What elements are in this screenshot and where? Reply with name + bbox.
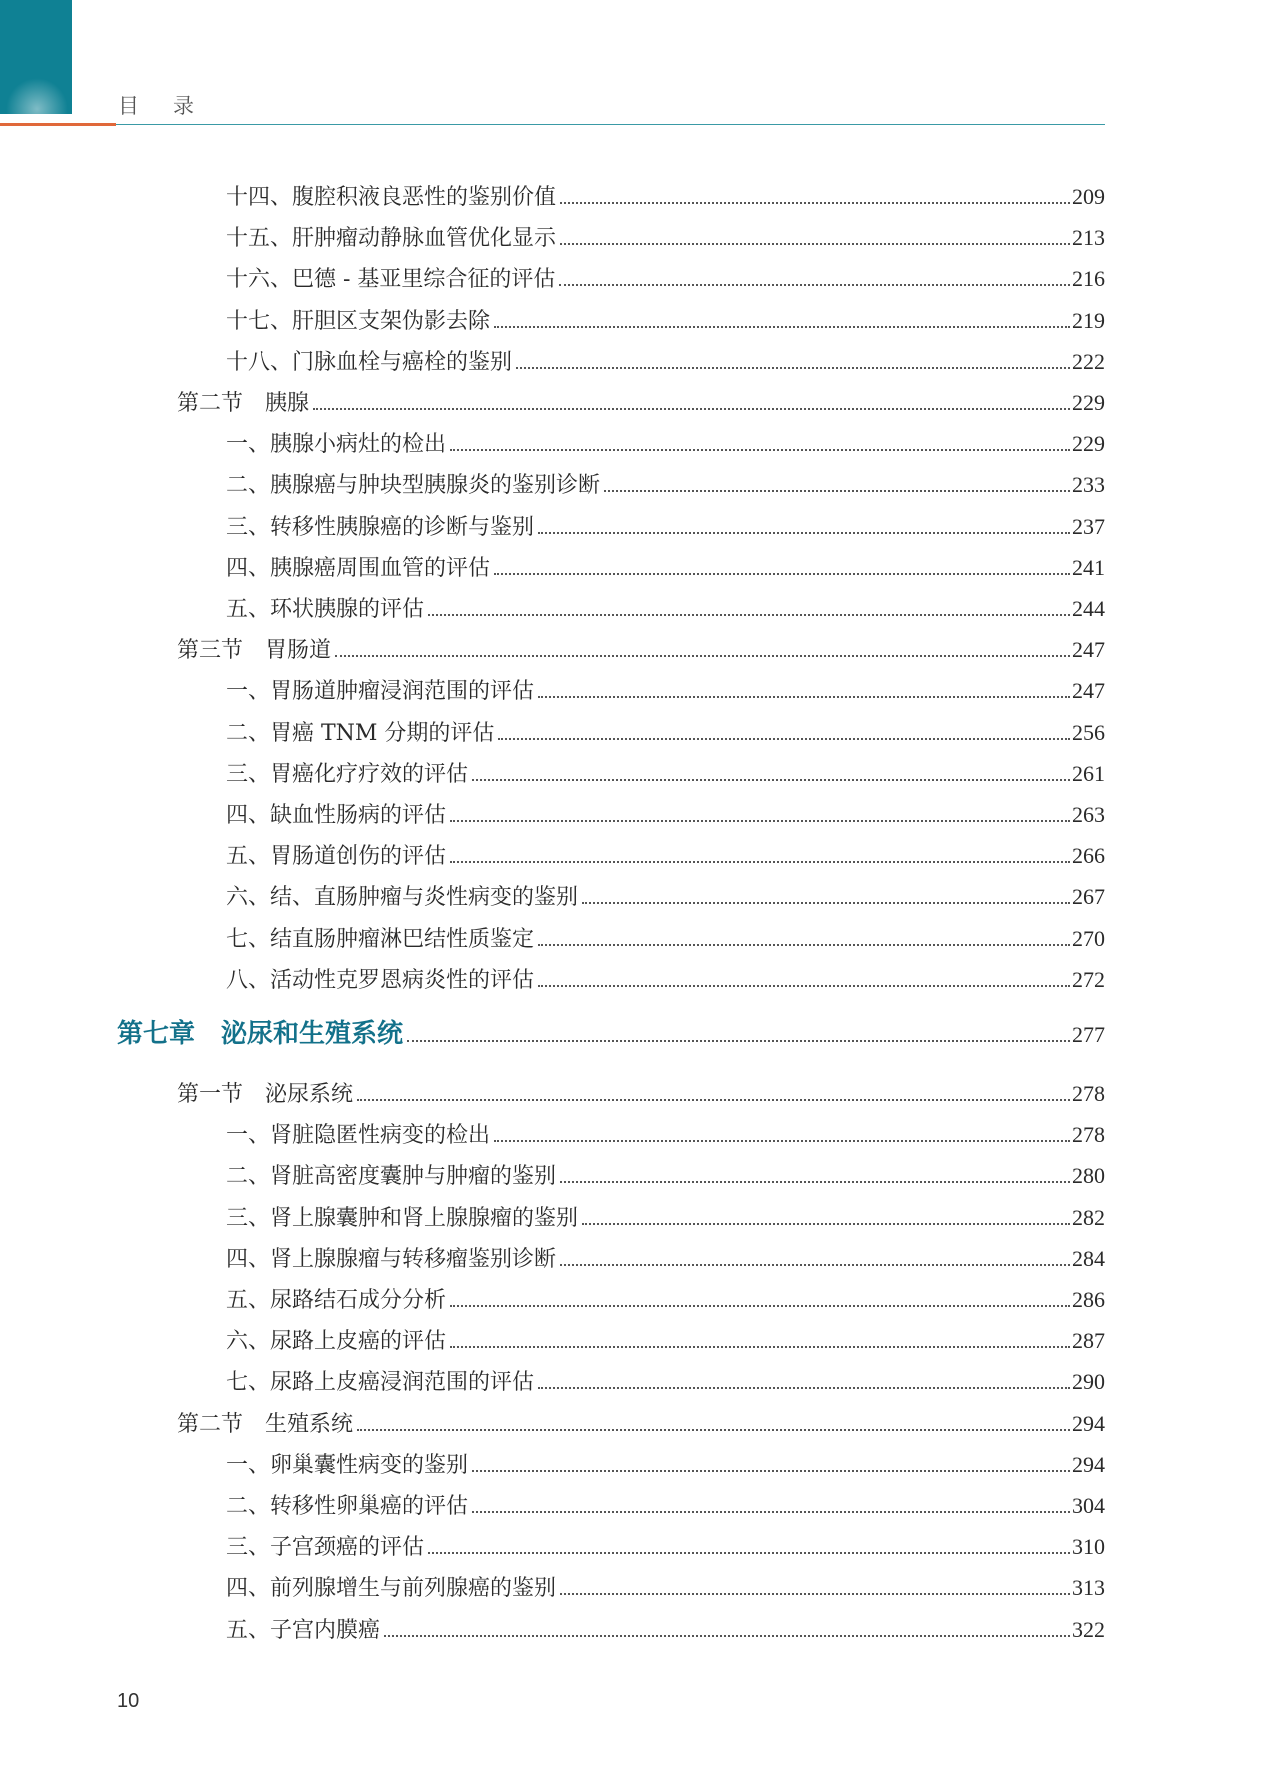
toc-entry-title: 二、胰腺癌与肿块型胰腺炎的鉴别诊断	[226, 473, 601, 499]
dot-leader	[335, 655, 1070, 657]
toc-entry-title: 二、肾脏高密度囊肿与肿瘤的鉴别	[226, 1164, 557, 1190]
page-header-title: 目录	[118, 94, 228, 118]
toc-entry-item[interactable]	[226, 1203, 1105, 1234]
header-decoration-block	[0, 0, 72, 114]
dot-leader	[559, 284, 1070, 286]
toc-entry-title: 三、胃癌化疗疗效的评估	[226, 761, 469, 787]
toc-entry-item[interactable]	[226, 182, 1105, 213]
toc-entry-page: 284	[1072, 1245, 1105, 1271]
toc-entry-page: 278	[1072, 1122, 1105, 1148]
dot-leader	[560, 243, 1070, 245]
toc-entry-title: 四、前列腺增生与前列腺癌的鉴别	[226, 1576, 557, 1602]
dot-leader	[357, 1099, 1070, 1101]
toc-entry-page: 280	[1072, 1163, 1105, 1189]
toc-entry-title: 第三节 胃肠道	[177, 638, 332, 664]
toc-entry-page: 241	[1072, 554, 1105, 580]
toc-entry-title: 四、缺血性肠病的评估	[226, 803, 447, 828]
toc-entry-page: 286	[1072, 1287, 1105, 1312]
toc-entry-page: 294	[1072, 1410, 1105, 1436]
toc-entry-item[interactable]	[226, 759, 1105, 790]
toc-entry-section[interactable]	[177, 1409, 1105, 1440]
dot-leader	[472, 1470, 1070, 1472]
toc-entry-page: 247	[1072, 678, 1105, 704]
toc-entry-page: 310	[1072, 1534, 1105, 1560]
toc-entry-title: 三、肾上腺囊肿和肾上腺腺瘤的鉴别	[226, 1205, 579, 1231]
toc-entry-title: 五、子宫内膜癌	[226, 1617, 381, 1643]
dot-leader	[472, 1511, 1070, 1513]
toc-entry-item[interactable]	[226, 1491, 1105, 1522]
toc-entry-page: 272	[1072, 966, 1105, 992]
dot-leader	[538, 696, 1070, 698]
toc-entry-title: 第二节 胰腺	[177, 391, 310, 416]
toc-entry-title: 二、转移性卵巢癌的评估	[226, 1494, 469, 1519]
dot-leader	[313, 408, 1070, 410]
dot-leader	[450, 449, 1070, 451]
toc-entry-section[interactable]	[177, 635, 1105, 666]
toc-entry-item[interactable]	[226, 264, 1105, 295]
dot-leader	[494, 1140, 1070, 1142]
header-accent-line	[0, 123, 116, 126]
toc-entry-title: 八、活动性克罗恩病炎性的评估	[226, 967, 535, 993]
toc-entry-item[interactable]	[226, 347, 1105, 378]
toc-entry-item[interactable]	[226, 882, 1105, 913]
toc-entry-title: 第一节 泌尿系统	[177, 1082, 354, 1107]
toc-entry-page: 229	[1072, 431, 1105, 457]
toc-entry-title: 七、结直肠肿瘤淋巴结性质鉴定	[226, 926, 535, 952]
toc-entry-page: 216	[1072, 266, 1105, 292]
toc-entry-item[interactable]	[226, 1285, 1105, 1316]
toc-entry-item[interactable]	[226, 470, 1105, 501]
toc-entry-page: 209	[1072, 184, 1105, 209]
toc-entry-title: 十八、门脉血栓与癌栓的鉴别	[226, 349, 513, 375]
toc-entry-item[interactable]	[226, 1615, 1105, 1646]
dot-leader	[357, 1429, 1070, 1431]
toc-entry-title: 第七章 泌尿和生殖系统	[117, 1019, 404, 1049]
toc-entry-page: 237	[1072, 513, 1105, 539]
dot-leader	[560, 202, 1070, 204]
toc-entry-page: 244	[1072, 596, 1105, 621]
toc-entry-page: 270	[1072, 925, 1105, 951]
toc-entry-item[interactable]	[226, 718, 1105, 749]
toc-entry-item[interactable]	[226, 965, 1105, 996]
toc-entry-page: 287	[1072, 1328, 1105, 1354]
dot-leader	[407, 1040, 1070, 1042]
toc-entry-page: 304	[1072, 1493, 1105, 1518]
toc-entry-title: 一、胃肠道肿瘤浸润范围的评估	[226, 679, 535, 705]
toc-entry-item[interactable]	[226, 553, 1105, 584]
dot-leader	[428, 1552, 1070, 1554]
toc-entry-item[interactable]	[226, 429, 1105, 460]
toc-entry-item[interactable]	[226, 1120, 1105, 1151]
dot-leader	[538, 532, 1070, 534]
toc-entry-title: 一、卵巢囊性病变的鉴别	[226, 1452, 469, 1478]
dot-leader	[384, 1635, 1070, 1637]
dot-leader	[516, 367, 1070, 369]
toc-entry-page: 282	[1072, 1204, 1105, 1230]
toc-entry-item[interactable]	[226, 1573, 1105, 1604]
toc-entry-title: 七、尿路上皮癌浸润范围的评估	[226, 1370, 535, 1396]
dot-leader	[538, 944, 1070, 946]
toc-entry-title: 十五、肝肿瘤动静脉血管优化显示	[226, 226, 557, 252]
toc-entry-item[interactable]	[226, 1450, 1105, 1481]
toc-entry-page: 219	[1072, 307, 1105, 333]
toc-entry-section[interactable]	[177, 1079, 1105, 1110]
toc-entry-page: 322	[1072, 1616, 1105, 1642]
toc-entry-item[interactable]	[226, 924, 1105, 955]
toc-entry-item[interactable]	[226, 512, 1105, 543]
toc-entry-page: 313	[1072, 1575, 1105, 1601]
toc-entry-item[interactable]	[226, 800, 1105, 831]
toc-entry-title: 第二节 生殖系统	[177, 1411, 354, 1437]
toc-entry-title: 四、肾上腺腺瘤与转移瘤鉴别诊断	[226, 1246, 557, 1272]
toc-entry-page: 267	[1072, 884, 1105, 910]
toc-entry-page: 229	[1072, 390, 1105, 415]
toc-entry-page: 266	[1072, 843, 1105, 869]
toc-entry-chapter[interactable]	[117, 1019, 1105, 1050]
dot-leader	[494, 326, 1070, 328]
toc-entry-item[interactable]	[226, 594, 1105, 625]
toc-entry-item[interactable]	[226, 841, 1105, 872]
dot-leader	[560, 1593, 1070, 1595]
toc-entry-page: 261	[1072, 760, 1105, 786]
toc-entry-page: 290	[1072, 1369, 1105, 1395]
dot-leader	[538, 1387, 1070, 1389]
dot-leader	[450, 820, 1070, 822]
toc-entry-page: 294	[1072, 1451, 1105, 1477]
toc-entry-item[interactable]	[226, 1367, 1105, 1398]
header-divider-line	[116, 124, 1105, 125]
dot-leader	[538, 985, 1070, 987]
toc-entry-title: 二、胃癌 TNM 分期的评估	[226, 720, 495, 746]
toc-entry-title: 十七、肝胆区支架伪影去除	[226, 308, 491, 334]
dot-leader	[450, 1346, 1070, 1348]
dot-leader	[604, 490, 1070, 492]
toc-entry-section[interactable]	[177, 388, 1105, 419]
dot-leader	[450, 861, 1070, 863]
dot-leader	[472, 779, 1070, 781]
toc-entry-title: 六、结、直肠肿瘤与炎性病变的鉴别	[226, 885, 579, 911]
toc-entry-item[interactable]	[226, 676, 1105, 707]
dot-leader	[428, 614, 1070, 616]
toc-entry-title: 一、胰腺小病灶的检出	[226, 432, 447, 458]
toc-entry-page: 233	[1072, 472, 1105, 498]
toc-entry-title: 五、环状胰腺的评估	[226, 597, 425, 622]
toc-entry-title: 一、肾脏隐匿性病变的检出	[226, 1123, 491, 1149]
page-number: 10	[117, 1690, 140, 1712]
dot-leader	[582, 902, 1070, 904]
toc-entry-item[interactable]	[226, 1532, 1105, 1563]
toc-entry-item[interactable]	[226, 1161, 1105, 1192]
toc-entry-item[interactable]	[226, 1326, 1105, 1357]
toc-entry-title: 十四、腹腔积液良恶性的鉴别价值	[226, 185, 557, 210]
toc-entry-title: 十六、巴德 - 基亚里综合征的评估	[226, 267, 556, 293]
toc-entry-page: 247	[1072, 637, 1105, 663]
toc-entry-page: 222	[1072, 348, 1105, 374]
toc-entry-page: 278	[1072, 1081, 1105, 1106]
toc-entry-item[interactable]	[226, 223, 1105, 254]
toc-entry-page: 213	[1072, 225, 1105, 251]
toc-entry-title: 四、胰腺癌周围血管的评估	[226, 555, 491, 581]
toc-entry-item[interactable]	[226, 306, 1105, 337]
toc-entry-item[interactable]	[226, 1244, 1105, 1275]
toc-entry-title: 五、胃肠道创伤的评估	[226, 844, 447, 870]
toc-entry-page: 263	[1072, 802, 1105, 827]
dot-leader	[560, 1181, 1070, 1183]
toc-entry-title: 五、尿路结石成分分析	[226, 1288, 447, 1313]
dot-leader	[560, 1264, 1070, 1266]
dot-leader	[582, 1223, 1070, 1225]
dot-leader	[494, 573, 1070, 575]
toc-entry-page: 277	[1072, 1022, 1105, 1047]
toc-entry-title: 三、子宫颈癌的评估	[226, 1535, 425, 1561]
toc-entry-title: 三、转移性胰腺癌的诊断与鉴别	[226, 514, 535, 540]
dot-leader	[450, 1305, 1070, 1307]
toc-entry-page: 256	[1072, 719, 1105, 745]
toc-entry-title: 六、尿路上皮癌的评估	[226, 1329, 447, 1355]
dot-leader	[498, 738, 1070, 740]
